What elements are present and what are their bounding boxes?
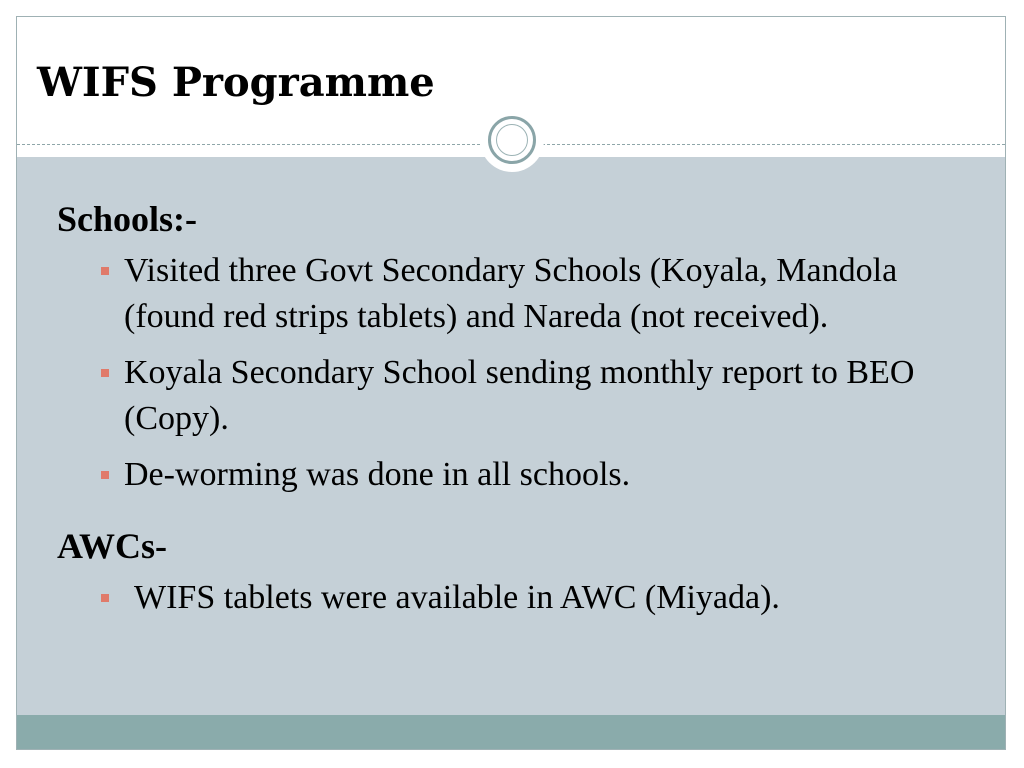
list-item-text: Visited three Govt Secondary Schools (Koyala, Mandola (found red strips tablets) and Nareda (not received). — [124, 252, 898, 335]
list-item — [57, 575, 977, 621]
square-bullet-icon — [101, 369, 109, 377]
circle-ornament-icon — [480, 108, 544, 172]
ornament-ring — [488, 116, 536, 164]
list-item-text: WIFS tablets were available in AWC (Miyada). — [134, 579, 780, 616]
list-item — [57, 452, 977, 498]
body-text — [57, 197, 977, 631]
square-bullet-icon — [101, 471, 109, 479]
list-item — [57, 248, 977, 340]
section-heading-schools: Schools:- — [57, 199, 198, 239]
list-item-text: Koyala Secondary School sending monthly report to BEO (Copy). — [124, 354, 915, 437]
content-area — [17, 157, 1005, 715]
list-item-text: De-worming was done in all schools. — [124, 456, 631, 493]
bullet-list-awcs — [57, 575, 977, 621]
ornament-inner-ring — [496, 124, 528, 156]
bullet-list-schools — [57, 248, 977, 498]
square-bullet-icon — [101, 267, 109, 275]
list-item — [57, 350, 977, 442]
square-bullet-icon — [101, 594, 109, 602]
footer-band — [17, 715, 1005, 750]
slide-title: WIFS Programme — [37, 59, 435, 106]
slide — [16, 16, 1006, 750]
section-heading-awcs: AWCs- — [57, 526, 168, 566]
